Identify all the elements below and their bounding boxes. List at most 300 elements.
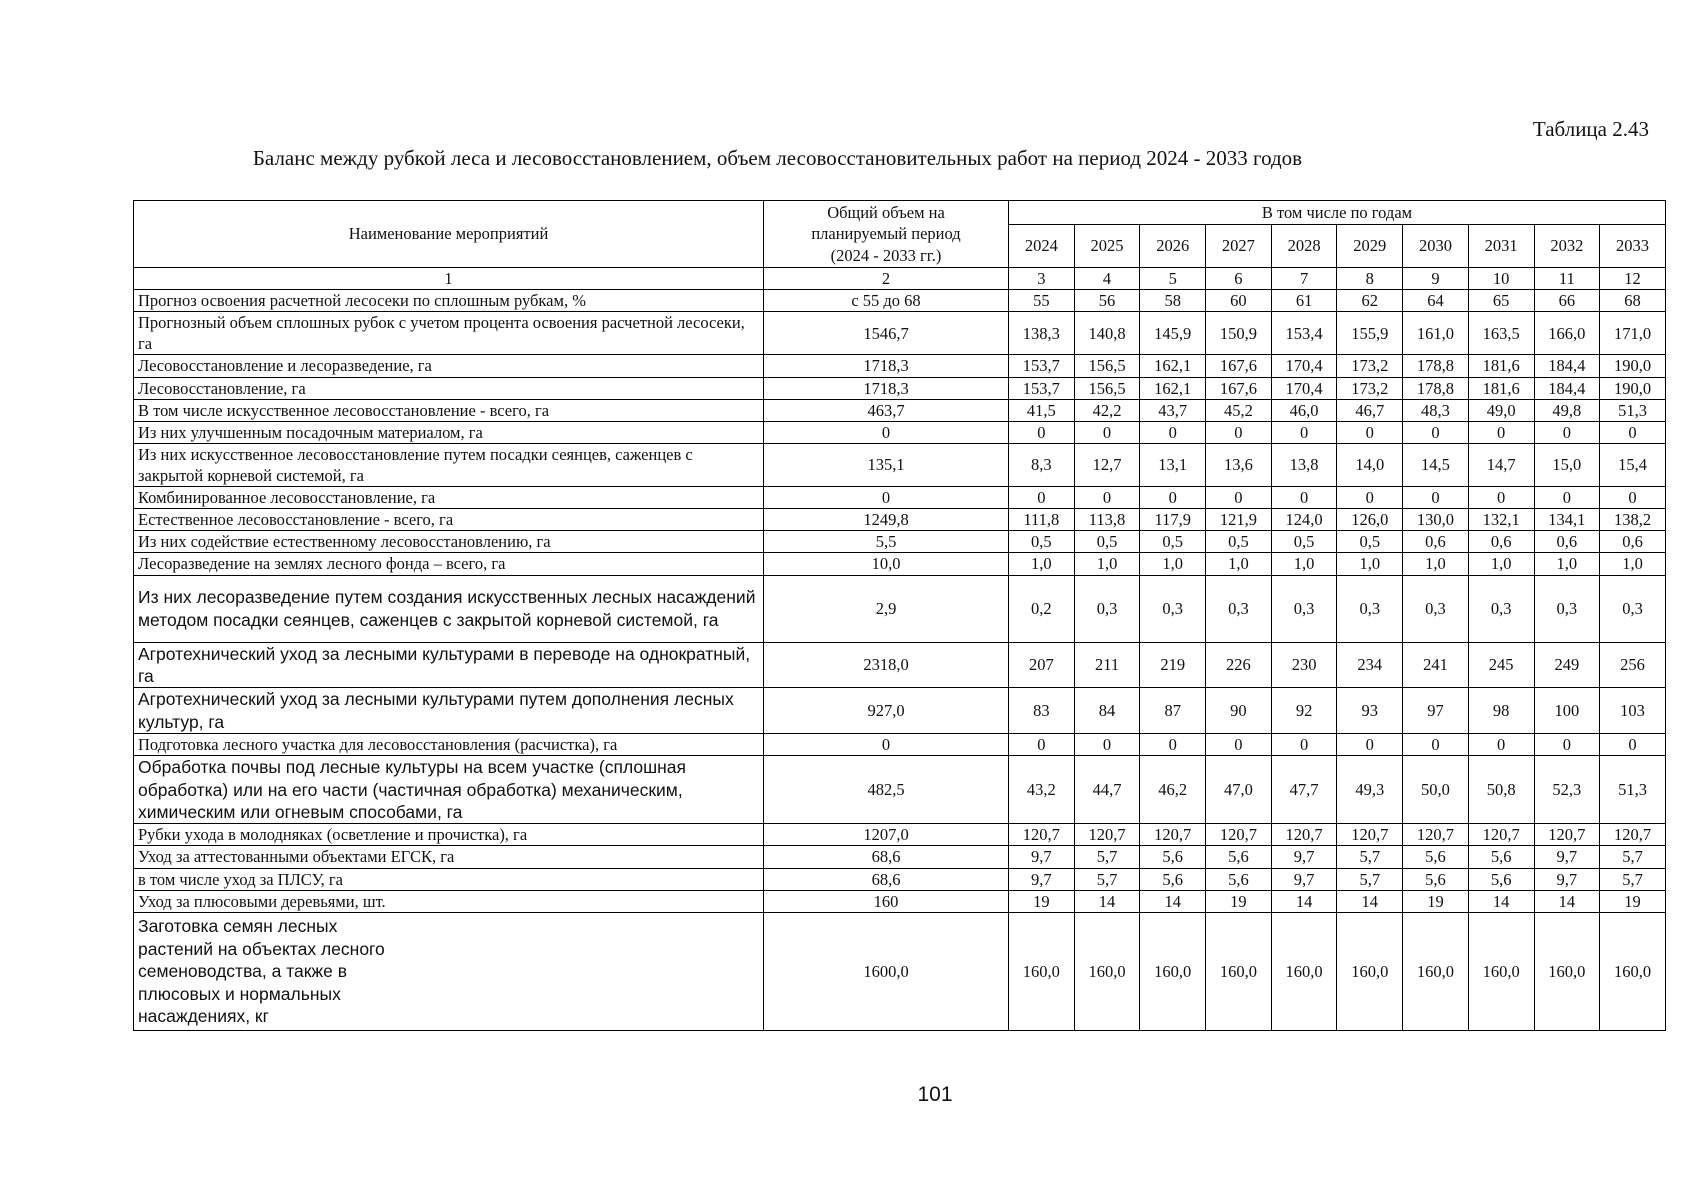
table-row [134, 531, 1666, 553]
year-value: 120,7 [1009, 824, 1075, 846]
year-value: 61 [1271, 290, 1337, 312]
year-value: 51,3 [1600, 756, 1666, 824]
year-value: 140,8 [1074, 312, 1140, 355]
year-value: 120,7 [1271, 824, 1337, 846]
year-value: 66 [1534, 290, 1600, 312]
year-value: 0 [1009, 421, 1075, 443]
year-value: 9,7 [1009, 846, 1075, 868]
year-value: 52,3 [1534, 756, 1600, 824]
table-row [134, 509, 1666, 531]
row-name: Подготовка лесного участка для лесовосстановления (расчистка), га [134, 734, 764, 756]
year-value: 92 [1271, 688, 1337, 734]
year-value: 256 [1600, 642, 1666, 688]
table-row [134, 399, 1666, 421]
year-value: 121,9 [1206, 509, 1272, 531]
header-by-years: В том числе по годам [1009, 201, 1666, 225]
year-value: 0,5 [1074, 531, 1140, 553]
year-value: 163,5 [1468, 312, 1534, 355]
year-value: 0 [1468, 734, 1534, 756]
year-value: 14 [1271, 890, 1337, 912]
table-row [134, 421, 1666, 443]
table-row [134, 912, 1666, 1030]
year-value: 0,2 [1009, 575, 1075, 642]
table-row [134, 642, 1666, 688]
table-row [134, 890, 1666, 912]
year-value: 0 [1271, 734, 1337, 756]
year-value: 5,7 [1074, 868, 1140, 890]
year-value: 160,0 [1009, 912, 1075, 1030]
year-value: 0 [1140, 421, 1206, 443]
year-value: 138,3 [1009, 312, 1075, 355]
year-value: 166,0 [1534, 312, 1600, 355]
table-row [134, 824, 1666, 846]
year-value: 0 [1600, 734, 1666, 756]
year-value: 0 [1206, 421, 1272, 443]
year-value: 0 [1074, 734, 1140, 756]
year-value: 9,7 [1271, 846, 1337, 868]
row-name: Обработка почвы под лесные культуры на всем участке (сплошная обработка) или на его части (частичная обработка) механическим, химическим или огневым способами, га [134, 756, 764, 824]
column-number: 4 [1074, 268, 1140, 290]
year-value: 167,6 [1206, 355, 1272, 377]
row-total: 68,6 [764, 868, 1009, 890]
year-value: 41,5 [1009, 399, 1075, 421]
year-value: 45,2 [1206, 399, 1272, 421]
row-total: 463,7 [764, 399, 1009, 421]
row-name: Прогноз освоения расчетной лесосеки по сплошным рубкам, % [134, 290, 764, 312]
year-value: 0 [1337, 487, 1403, 509]
row-total: 68,6 [764, 846, 1009, 868]
year-value: 0 [1403, 734, 1469, 756]
year-value: 1,0 [1271, 553, 1337, 575]
year-value: 0,6 [1403, 531, 1469, 553]
row-name: Из них содействие естественному лесовосстановлению, га [134, 531, 764, 553]
year-value: 207 [1009, 642, 1075, 688]
year-value: 100 [1534, 688, 1600, 734]
year-value: 184,4 [1534, 355, 1600, 377]
year-value: 0,6 [1534, 531, 1600, 553]
year-value: 170,4 [1271, 377, 1337, 399]
year-value: 50,0 [1403, 756, 1469, 824]
year-value: 160,0 [1074, 912, 1140, 1030]
row-name: Лесовосстановление и лесоразведение, га [134, 355, 764, 377]
year-value: 0,3 [1206, 575, 1272, 642]
year-value: 1,0 [1074, 553, 1140, 575]
year-value: 190,0 [1600, 377, 1666, 399]
year-value: 1,0 [1468, 553, 1534, 575]
year-value: 14,5 [1403, 443, 1469, 486]
year-value: 46,0 [1271, 399, 1337, 421]
year-value: 113,8 [1074, 509, 1140, 531]
year-value: 5,6 [1140, 868, 1206, 890]
year-value: 245 [1468, 642, 1534, 688]
row-name: Из них лесоразведение путем создания искусственных лесных насаждений методом посадки сеянцев, саженцев с закрытой корневой системой, га [134, 575, 764, 642]
row-name: Заготовка семян лесных растений на объектах лесного семеноводства, а также в плюсовых и нормальных насаждениях, кг [134, 912, 764, 1030]
year-value: 181,6 [1468, 355, 1534, 377]
table-row [134, 868, 1666, 890]
year-value: 5,7 [1600, 846, 1666, 868]
year-value: 0,3 [1074, 575, 1140, 642]
year-value: 49,8 [1534, 399, 1600, 421]
year-value: 160,0 [1600, 912, 1666, 1030]
year-value: 0,6 [1468, 531, 1534, 553]
year-value: 14,7 [1468, 443, 1534, 486]
year-value: 160,0 [1337, 912, 1403, 1030]
year-value: 65 [1468, 290, 1534, 312]
header-year: 2030 [1403, 225, 1469, 268]
year-value: 120,7 [1074, 824, 1140, 846]
year-value: 51,3 [1600, 399, 1666, 421]
year-value: 0 [1074, 487, 1140, 509]
year-value: 0 [1271, 487, 1337, 509]
year-value: 126,0 [1337, 509, 1403, 531]
year-value: 9,7 [1009, 868, 1075, 890]
year-value: 160,0 [1468, 912, 1534, 1030]
year-value: 5,7 [1600, 868, 1666, 890]
year-value: 47,7 [1271, 756, 1337, 824]
year-value: 19 [1403, 890, 1469, 912]
year-value: 49,0 [1468, 399, 1534, 421]
year-value: 1,0 [1009, 553, 1075, 575]
year-value: 153,7 [1009, 355, 1075, 377]
year-value: 153,4 [1271, 312, 1337, 355]
year-value: 156,5 [1074, 355, 1140, 377]
year-value: 0 [1600, 487, 1666, 509]
year-value: 9,7 [1534, 846, 1600, 868]
year-value: 120,7 [1534, 824, 1600, 846]
year-value: 160,0 [1140, 912, 1206, 1030]
year-value: 5,6 [1206, 868, 1272, 890]
column-number: 9 [1403, 268, 1469, 290]
year-value: 0,3 [1337, 575, 1403, 642]
year-value: 83 [1009, 688, 1075, 734]
table-row [134, 487, 1666, 509]
year-value: 241 [1403, 642, 1469, 688]
year-value: 0 [1403, 487, 1469, 509]
year-value: 50,8 [1468, 756, 1534, 824]
header-year: 2031 [1468, 225, 1534, 268]
row-total: 1718,3 [764, 355, 1009, 377]
year-value: 0 [1534, 734, 1600, 756]
row-total: 1249,8 [764, 509, 1009, 531]
year-value: 0 [1271, 421, 1337, 443]
year-value: 0 [1009, 487, 1075, 509]
year-value: 0,5 [1337, 531, 1403, 553]
year-value: 13,8 [1271, 443, 1337, 486]
year-value: 5,6 [1140, 846, 1206, 868]
row-name: Рубки ухода в молодняках (осветление и прочистка), га [134, 824, 764, 846]
year-value: 0 [1074, 421, 1140, 443]
year-value: 134,1 [1534, 509, 1600, 531]
year-value: 0 [1337, 734, 1403, 756]
year-value: 47,0 [1206, 756, 1272, 824]
year-value: 49,3 [1337, 756, 1403, 824]
header-year: 2026 [1140, 225, 1206, 268]
row-total: 10,0 [764, 553, 1009, 575]
row-name: Лесовосстановление, га [134, 377, 764, 399]
year-value: 0,3 [1271, 575, 1337, 642]
year-value: 48,3 [1403, 399, 1469, 421]
header-year: 2027 [1206, 225, 1272, 268]
year-value: 160,0 [1271, 912, 1337, 1030]
year-value: 55 [1009, 290, 1075, 312]
year-value: 160,0 [1534, 912, 1600, 1030]
year-value: 1,0 [1140, 553, 1206, 575]
row-name: Из них улучшенным посадочным материалом, га [134, 421, 764, 443]
row-name: В том числе искусственное лесовосстановление - всего, га [134, 399, 764, 421]
year-value: 68 [1600, 290, 1666, 312]
year-value: 132,1 [1468, 509, 1534, 531]
year-value: 43,7 [1140, 399, 1206, 421]
year-value: 9,7 [1534, 868, 1600, 890]
year-value: 120,7 [1337, 824, 1403, 846]
year-value: 1,0 [1534, 553, 1600, 575]
year-value: 226 [1206, 642, 1272, 688]
year-value: 1,0 [1206, 553, 1272, 575]
row-name: Агротехнический уход за лесными культурами путем дополнения лесных культур, га [134, 688, 764, 734]
year-value: 181,6 [1468, 377, 1534, 399]
year-value: 5,7 [1337, 868, 1403, 890]
year-value: 14 [1140, 890, 1206, 912]
year-value: 0 [1534, 421, 1600, 443]
year-value: 15,0 [1534, 443, 1600, 486]
year-value: 5,6 [1403, 846, 1469, 868]
year-value: 19 [1600, 890, 1666, 912]
year-value: 5,6 [1206, 846, 1272, 868]
year-value: 5,6 [1468, 868, 1534, 890]
year-value: 138,2 [1600, 509, 1666, 531]
year-value: 190,0 [1600, 355, 1666, 377]
column-number: 6 [1206, 268, 1272, 290]
year-value: 98 [1468, 688, 1534, 734]
year-value: 0,5 [1140, 531, 1206, 553]
header-name: Наименование мероприятий [134, 201, 764, 268]
year-value: 0,6 [1600, 531, 1666, 553]
row-name: Уход за аттестованными объектами ЕГСК, га [134, 846, 764, 868]
column-number: 3 [1009, 268, 1075, 290]
year-value: 46,2 [1140, 756, 1206, 824]
year-value: 124,0 [1271, 509, 1337, 531]
year-value: 1,0 [1403, 553, 1469, 575]
year-value: 14 [1074, 890, 1140, 912]
year-value: 0 [1140, 487, 1206, 509]
year-value: 97 [1403, 688, 1469, 734]
row-name: Из них искусственное лесовосстановление путем посадки сеянцев, саженцев с закрытой корневой системой, га [134, 443, 764, 486]
year-value: 1,0 [1600, 553, 1666, 575]
year-value: 0 [1600, 421, 1666, 443]
row-name: Естественное лесовосстановление - всего, га [134, 509, 764, 531]
row-total: 2,9 [764, 575, 1009, 642]
header-year: 2025 [1074, 225, 1140, 268]
year-value: 249 [1534, 642, 1600, 688]
year-value: 170,4 [1271, 355, 1337, 377]
year-value: 64 [1403, 290, 1469, 312]
year-value: 0,5 [1009, 531, 1075, 553]
year-value: 93 [1337, 688, 1403, 734]
year-value: 162,1 [1140, 377, 1206, 399]
document-title: Баланс между рубкой леса и лесовосстановлением, объем лесовосстановительных работ на период 2024 - 2033 годов [252, 146, 1303, 170]
year-value: 184,4 [1534, 377, 1600, 399]
year-value: 44,7 [1074, 756, 1140, 824]
row-total: 1718,3 [764, 377, 1009, 399]
year-value: 145,9 [1140, 312, 1206, 355]
year-value: 43,2 [1009, 756, 1075, 824]
row-total: 1207,0 [764, 824, 1009, 846]
year-value: 13,1 [1140, 443, 1206, 486]
year-value: 211 [1074, 642, 1140, 688]
row-total: 1546,7 [764, 312, 1009, 355]
year-value: 14 [1337, 890, 1403, 912]
year-value: 153,7 [1009, 377, 1075, 399]
column-number: 11 [1534, 268, 1600, 290]
page-number: 101 [917, 1083, 953, 1106]
year-value: 156,5 [1074, 377, 1140, 399]
row-total: с 55 до 68 [764, 290, 1009, 312]
year-value: 130,0 [1403, 509, 1469, 531]
year-value: 150,9 [1206, 312, 1272, 355]
row-name: Прогнозный объем сплошных рубок с учетом процента освоения расчетной лесосеки, га [134, 312, 764, 355]
year-value: 0,5 [1206, 531, 1272, 553]
year-value: 14,0 [1337, 443, 1403, 486]
year-value: 173,2 [1337, 377, 1403, 399]
year-value: 120,7 [1468, 824, 1534, 846]
year-value: 0,3 [1534, 575, 1600, 642]
header-year: 2029 [1337, 225, 1403, 268]
year-value: 111,8 [1009, 509, 1075, 531]
year-value: 120,7 [1140, 824, 1206, 846]
row-total: 0 [764, 487, 1009, 509]
header-year: 2032 [1534, 225, 1600, 268]
row-name: Агротехнический уход за лесными культурами в переводе на однократный, га [134, 642, 764, 688]
table-row [134, 575, 1666, 642]
year-value: 56 [1074, 290, 1140, 312]
year-value: 84 [1074, 688, 1140, 734]
year-value: 13,6 [1206, 443, 1272, 486]
year-value: 8,3 [1009, 443, 1075, 486]
year-value: 42,2 [1074, 399, 1140, 421]
column-number: 1 [134, 268, 764, 290]
row-total: 482,5 [764, 756, 1009, 824]
row-name: Комбинированное лесовосстановление, га [134, 487, 764, 509]
year-value: 5,6 [1468, 846, 1534, 868]
year-value: 167,6 [1206, 377, 1272, 399]
table-row [134, 734, 1666, 756]
row-total: 5,5 [764, 531, 1009, 553]
row-total: 160 [764, 890, 1009, 912]
year-value: 5,6 [1403, 868, 1469, 890]
table-row [134, 377, 1666, 399]
year-value: 230 [1271, 642, 1337, 688]
header-year: 2033 [1600, 225, 1666, 268]
year-value: 5,7 [1337, 846, 1403, 868]
year-value: 0 [1468, 487, 1534, 509]
column-number: 2 [764, 268, 1009, 290]
year-value: 0 [1337, 421, 1403, 443]
year-value: 0,3 [1600, 575, 1666, 642]
year-value: 0 [1206, 734, 1272, 756]
row-name: Уход за плюсовыми деревьями, шт. [134, 890, 764, 912]
year-value: 117,9 [1140, 509, 1206, 531]
header-total: Общий объем на планируемый период (2024 - 2033 гг.) [764, 201, 1009, 268]
year-value: 234 [1337, 642, 1403, 688]
forest-balance-table [133, 200, 1666, 1031]
year-value: 5,7 [1074, 846, 1140, 868]
row-total: 2318,0 [764, 642, 1009, 688]
year-value: 155,9 [1337, 312, 1403, 355]
year-value: 120,7 [1600, 824, 1666, 846]
table-row [134, 756, 1666, 824]
year-value: 120,7 [1403, 824, 1469, 846]
year-value: 46,7 [1337, 399, 1403, 421]
year-value: 87 [1140, 688, 1206, 734]
year-value: 0 [1534, 487, 1600, 509]
year-value: 0 [1403, 421, 1469, 443]
year-value: 0 [1009, 734, 1075, 756]
row-total: 135,1 [764, 443, 1009, 486]
year-value: 160,0 [1206, 912, 1272, 1030]
year-value: 103 [1600, 688, 1666, 734]
year-value: 0 [1468, 421, 1534, 443]
column-number: 12 [1600, 268, 1666, 290]
year-value: 58 [1140, 290, 1206, 312]
year-value: 14 [1534, 890, 1600, 912]
year-value: 0,3 [1140, 575, 1206, 642]
year-value: 120,7 [1206, 824, 1272, 846]
year-value: 0,3 [1468, 575, 1534, 642]
table-row [134, 688, 1666, 734]
year-value: 1,0 [1337, 553, 1403, 575]
year-value: 0 [1140, 734, 1206, 756]
header-year: 2024 [1009, 225, 1075, 268]
row-name: Лесоразведение на землях лесного фонда – всего, га [134, 553, 764, 575]
row-name: в том числе уход за ПЛСУ, га [134, 868, 764, 890]
column-number: 8 [1337, 268, 1403, 290]
year-value: 12,7 [1074, 443, 1140, 486]
year-value: 15,4 [1600, 443, 1666, 486]
table-row [134, 355, 1666, 377]
header-year: 2028 [1271, 225, 1337, 268]
row-total: 927,0 [764, 688, 1009, 734]
table-row [134, 553, 1666, 575]
row-total: 0 [764, 421, 1009, 443]
row-total: 0 [764, 734, 1009, 756]
year-value: 162,1 [1140, 355, 1206, 377]
column-number: 7 [1271, 268, 1337, 290]
year-value: 0 [1206, 487, 1272, 509]
table-number-label: Таблица 2.43 [1532, 117, 1649, 141]
year-value: 178,8 [1403, 355, 1469, 377]
year-value: 62 [1337, 290, 1403, 312]
year-value: 160,0 [1403, 912, 1469, 1030]
year-value: 90 [1206, 688, 1272, 734]
year-value: 9,7 [1271, 868, 1337, 890]
table-row [134, 312, 1666, 355]
table-row [134, 846, 1666, 868]
table-row [134, 290, 1666, 312]
year-value: 19 [1206, 890, 1272, 912]
column-number: 10 [1468, 268, 1534, 290]
year-value: 178,8 [1403, 377, 1469, 399]
year-value: 0,5 [1271, 531, 1337, 553]
year-value: 19 [1009, 890, 1075, 912]
year-value: 60 [1206, 290, 1272, 312]
year-value: 173,2 [1337, 355, 1403, 377]
year-value: 0,3 [1403, 575, 1469, 642]
row-total: 1600,0 [764, 912, 1009, 1030]
table-row [134, 443, 1666, 486]
year-value: 161,0 [1403, 312, 1469, 355]
year-value: 219 [1140, 642, 1206, 688]
year-value: 14 [1468, 890, 1534, 912]
